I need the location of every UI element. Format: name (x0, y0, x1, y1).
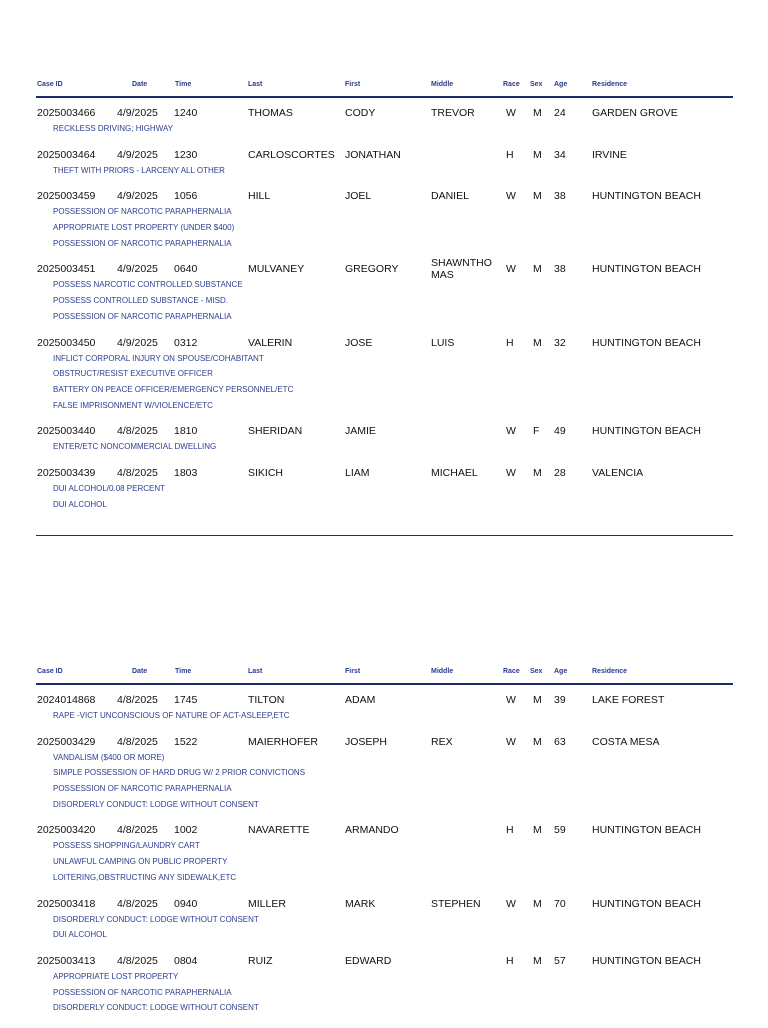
time-cell: 1810 (174, 425, 198, 438)
last-name-cell: TILTON (248, 694, 285, 706)
offense-item: RECKLESS DRIVING; HIGHWAY (53, 124, 174, 133)
offense-item: DUI ALCOHOL (53, 499, 107, 509)
offense-list (53, 483, 733, 514)
first-name-cell: JOSEPH (345, 735, 388, 748)
time-cell: 1230 (174, 148, 198, 161)
race-cell: W (506, 735, 516, 748)
date-cell: 4/8/2025 (117, 824, 158, 837)
residence-cell: VALENCIA (592, 466, 644, 479)
offense-item: OBSTRUCT/RESIST EXECUTIVE OFFICER (53, 369, 213, 379)
header-race: Race (503, 668, 520, 675)
offense-list (53, 165, 733, 181)
age-cell: 38 (554, 190, 566, 203)
sex-cell: M (533, 954, 542, 967)
date-cell: 4/8/2025 (117, 954, 158, 967)
last-name-cell: MAIERHOFER (248, 735, 319, 748)
record-list (36, 98, 733, 514)
offense-list (53, 971, 733, 1018)
race-cell: W (506, 694, 516, 706)
last-name-cell: MILLER (248, 897, 286, 910)
header-sex: Sex (530, 668, 543, 675)
age-cell: 38 (554, 263, 566, 276)
first-name-cell: ADAM (345, 694, 376, 706)
header-first-name: First (345, 81, 361, 88)
offense-list (53, 710, 733, 726)
offense-list (53, 752, 733, 815)
first-name-cell: JOSE (345, 336, 373, 349)
offense-item: UNLAWFUL CAMPING ON PUBLIC PROPERTY (53, 857, 228, 867)
header-date: Date (132, 668, 148, 675)
date-cell: 4/8/2025 (117, 425, 158, 438)
header-case-id: Case ID (37, 668, 63, 675)
middle-name-cell: MICHAEL (431, 466, 478, 479)
race-cell: H (506, 148, 514, 161)
arrest-record (36, 149, 733, 181)
time-cell: 0804 (174, 954, 198, 967)
offense-item: DISORDERLY CONDUCT: LODGE WITHOUT CONSENT (53, 799, 259, 809)
date-cell: 4/9/2025 (117, 107, 158, 119)
sex-cell: M (533, 336, 542, 349)
arrest-record (36, 107, 733, 139)
arrest-record (36, 425, 733, 457)
sex-cell: M (533, 190, 542, 203)
offense-item: POSSESSION OF NARCOTIC PARAPHERNALIA (53, 987, 232, 997)
record-main-row (36, 736, 733, 752)
offense-item: POSSESSION OF NARCOTIC PARAPHERNALIA (53, 311, 232, 321)
age-cell: 28 (554, 466, 566, 479)
race-cell: W (506, 190, 516, 203)
case-id-cell: 2025003466 (37, 107, 96, 119)
residence-cell: LAKE FOREST (592, 694, 665, 706)
residence-cell: HUNTINGTON BEACH (592, 425, 701, 438)
residence-cell: HUNTINGTON BEACH (592, 824, 701, 837)
last-name-cell: RUIZ (248, 954, 273, 967)
sex-cell: M (533, 897, 542, 910)
sex-cell: M (533, 735, 542, 748)
date-cell: 4/9/2025 (117, 263, 158, 276)
middle-name-cell: TREVOR (431, 107, 475, 119)
time-cell: 0640 (174, 263, 198, 276)
residence-cell: HUNTINGTON BEACH (592, 263, 701, 276)
first-name-cell: GREGORY (345, 263, 399, 276)
column-header-row (36, 78, 733, 98)
header-residence: Residence (592, 668, 628, 675)
column-header-row (36, 665, 733, 685)
last-name-cell: SHERIDAN (248, 425, 303, 438)
arrest-record (36, 898, 733, 945)
arrest-log-section (36, 665, 733, 1028)
arrest-record (36, 736, 733, 815)
offense-item: POSSESSION OF NARCOTIC PARAPHERNALIA (53, 207, 232, 217)
age-cell: 24 (554, 107, 566, 119)
arrest-record (36, 824, 733, 887)
header-residence: Residence (592, 81, 628, 88)
age-cell: 34 (554, 148, 566, 161)
header-sex: Sex (530, 81, 543, 88)
sex-cell: M (533, 263, 542, 276)
arrest-record (36, 467, 733, 514)
date-cell: 4/9/2025 (117, 336, 158, 349)
offense-item: DISORDERLY CONDUCT: LODGE WITHOUT CONSENT (53, 914, 259, 924)
offense-item: RAPE -VICT UNCONSCIOUS OF NATURE OF ACT-ASLEEP,ETC (53, 711, 290, 720)
record-main-row (36, 337, 733, 353)
date-cell: 4/8/2025 (117, 694, 158, 706)
offense-item: DUI ALCOHOL (53, 930, 107, 940)
offense-list (53, 279, 733, 326)
first-name-cell: MARK (345, 897, 376, 910)
header-middle-name: Middle (431, 81, 454, 88)
header-middle-name: Middle (431, 668, 454, 675)
record-main-row (36, 257, 733, 282)
last-name-cell: VALERIN (248, 336, 293, 349)
residence-cell: HUNTINGTON BEACH (592, 190, 701, 203)
time-cell: 1803 (174, 466, 198, 479)
age-cell: 70 (554, 897, 566, 910)
race-cell: W (506, 263, 516, 276)
race-cell: H (506, 954, 514, 967)
record-main-row (36, 694, 733, 710)
race-cell: H (506, 336, 514, 349)
time-cell: 1002 (174, 824, 198, 837)
time-cell: 1240 (174, 107, 198, 119)
offense-item: POSSESS CONTROLLED SUBSTANCE - MISD. (53, 296, 228, 306)
first-name-cell: JOEL (345, 190, 372, 203)
offense-item: ENTER/ETC NONCOMMERCIAL DWELLING (53, 442, 217, 452)
header-case-id: Case ID (37, 81, 63, 88)
middle-name-cell: SHAWNTHO MAS (431, 257, 492, 282)
first-name-cell: ARMANDO (345, 824, 399, 837)
date-cell: 4/9/2025 (117, 190, 158, 203)
last-name-cell: HILL (248, 190, 271, 203)
middle-name-cell: LUIS (431, 336, 455, 349)
record-list (36, 685, 733, 1018)
time-cell: 0312 (174, 336, 198, 349)
offense-item: POSSESSION OF NARCOTIC PARAPHERNALIA (53, 238, 232, 248)
case-id-cell: 2025003413 (37, 954, 96, 967)
case-id-cell: 2025003439 (37, 466, 96, 479)
case-id-cell: 2024014868 (37, 694, 96, 706)
case-id-cell: 2025003440 (37, 425, 96, 438)
header-time: Time (175, 81, 192, 88)
first-name-cell: JONATHAN (345, 148, 401, 161)
residence-cell: GARDEN GROVE (592, 107, 678, 119)
offense-item: INFLICT CORPORAL INJURY ON SPOUSE/COHABITANT (53, 353, 264, 363)
record-main-row (36, 955, 733, 971)
offense-item: DISORDERLY CONDUCT: LODGE WITHOUT CONSENT (53, 1003, 259, 1013)
age-cell: 39 (554, 694, 566, 706)
last-name-cell: SIKICH (248, 466, 284, 479)
case-id-cell: 2025003451 (37, 263, 96, 276)
residence-cell: IRVINE (592, 148, 627, 161)
case-id-cell: 2025003450 (37, 336, 96, 349)
sex-cell: M (533, 466, 542, 479)
last-name-cell: NAVARETTE (248, 824, 310, 837)
age-cell: 63 (554, 735, 566, 748)
sex-cell: F (533, 425, 540, 438)
race-cell: W (506, 107, 516, 119)
header-age: Age (554, 668, 568, 675)
offense-item: BATTERY ON PEACE OFFICER/EMERGENCY PERSONNEL/ETC (53, 384, 294, 394)
case-id-cell: 2025003459 (37, 190, 96, 203)
record-main-row (36, 149, 733, 165)
offense-list (53, 123, 733, 139)
offense-list (53, 353, 733, 416)
age-cell: 32 (554, 336, 566, 349)
offense-item: THEFT WITH PRIORS - LARCENY ALL OTHER (53, 165, 225, 175)
case-id-cell: 2025003418 (37, 897, 96, 910)
date-cell: 4/8/2025 (117, 897, 158, 910)
arrest-record (36, 955, 733, 1018)
last-name-cell: THOMAS (248, 107, 293, 119)
header-first-name: First (345, 668, 361, 675)
race-cell: H (506, 824, 514, 837)
residence-cell: COSTA MESA (592, 735, 660, 748)
offense-item: APPROPRIATE LOST PROPERTY (UNDER $400) (53, 223, 235, 233)
section-divider (36, 535, 733, 536)
record-main-row (36, 898, 733, 914)
offense-item: LOITERING,OBSTRUCTING ANY SIDEWALK,ETC (53, 872, 237, 882)
age-cell: 57 (554, 954, 566, 967)
header-last-name: Last (248, 81, 263, 88)
residence-cell: HUNTINGTON BEACH (592, 954, 701, 967)
header-age: Age (554, 81, 568, 88)
offense-item: POSSESS SHOPPING/LAUNDRY CART (53, 841, 200, 851)
record-main-row (36, 190, 733, 206)
offense-list (53, 206, 733, 253)
offense-item: APPROPRIATE LOST PROPERTY (53, 971, 179, 981)
time-cell: 1522 (174, 735, 198, 748)
race-cell: W (506, 466, 516, 479)
age-cell: 49 (554, 425, 566, 438)
time-cell: 1056 (174, 190, 198, 203)
first-name-cell: CODY (345, 107, 376, 119)
date-cell: 4/9/2025 (117, 148, 158, 161)
offense-item: VANDALISM ($400 OR MORE) (53, 752, 165, 762)
arrest-record (36, 337, 733, 416)
race-cell: W (506, 897, 516, 910)
case-id-cell: 2025003464 (37, 148, 96, 161)
offense-item: POSSESS NARCOTIC CONTROLLED SUBSTANCE (53, 280, 243, 290)
arrest-log-section (36, 78, 733, 524)
date-cell: 4/8/2025 (117, 466, 158, 479)
first-name-cell: EDWARD (345, 954, 392, 967)
offense-item: POSSESSION OF NARCOTIC PARAPHERNALIA (53, 784, 232, 794)
last-name-cell: MULVANEY (248, 263, 305, 276)
case-id-cell: 2025003420 (37, 824, 96, 837)
sex-cell: M (533, 148, 542, 161)
last-name-cell: CARLOSCORTES (248, 148, 335, 161)
offense-list (53, 441, 733, 457)
sex-cell: M (533, 824, 542, 837)
race-cell: W (506, 425, 516, 438)
offense-item: FALSE IMPRISONMENT W/VIOLENCE/ETC (53, 400, 213, 410)
residence-cell: HUNTINGTON BEACH (592, 336, 701, 349)
sex-cell: M (533, 694, 542, 706)
record-main-row (36, 824, 733, 840)
residence-cell: HUNTINGTON BEACH (592, 897, 701, 910)
record-main-row (36, 107, 733, 123)
middle-name-cell: REX (431, 735, 453, 748)
middle-name-cell: DANIEL (431, 190, 469, 203)
date-cell: 4/8/2025 (117, 735, 158, 748)
offense-item: DUI ALCOHOL/0.08 PERCENT (53, 483, 166, 493)
offense-list (53, 840, 733, 887)
arrest-record (36, 190, 733, 253)
age-cell: 59 (554, 824, 566, 837)
header-time: Time (175, 668, 192, 675)
first-name-cell: LIAM (345, 466, 370, 479)
record-main-row (36, 425, 733, 441)
time-cell: 0940 (174, 897, 198, 910)
record-main-row (36, 467, 733, 483)
first-name-cell: JAMIE (345, 425, 376, 438)
header-race: Race (503, 81, 520, 88)
offense-list (53, 914, 733, 945)
arrest-record (36, 257, 733, 326)
header-date: Date (132, 81, 148, 88)
arrest-record (36, 694, 733, 726)
header-last-name: Last (248, 668, 263, 675)
time-cell: 1745 (174, 694, 198, 706)
middle-name-cell: STEPHEN (431, 897, 481, 910)
offense-item: SIMPLE POSSESSION OF HARD DRUG W/ 2 PRIOR CONVICTIONS (53, 768, 306, 778)
case-id-cell: 2025003429 (37, 735, 96, 748)
sex-cell: M (533, 107, 542, 119)
